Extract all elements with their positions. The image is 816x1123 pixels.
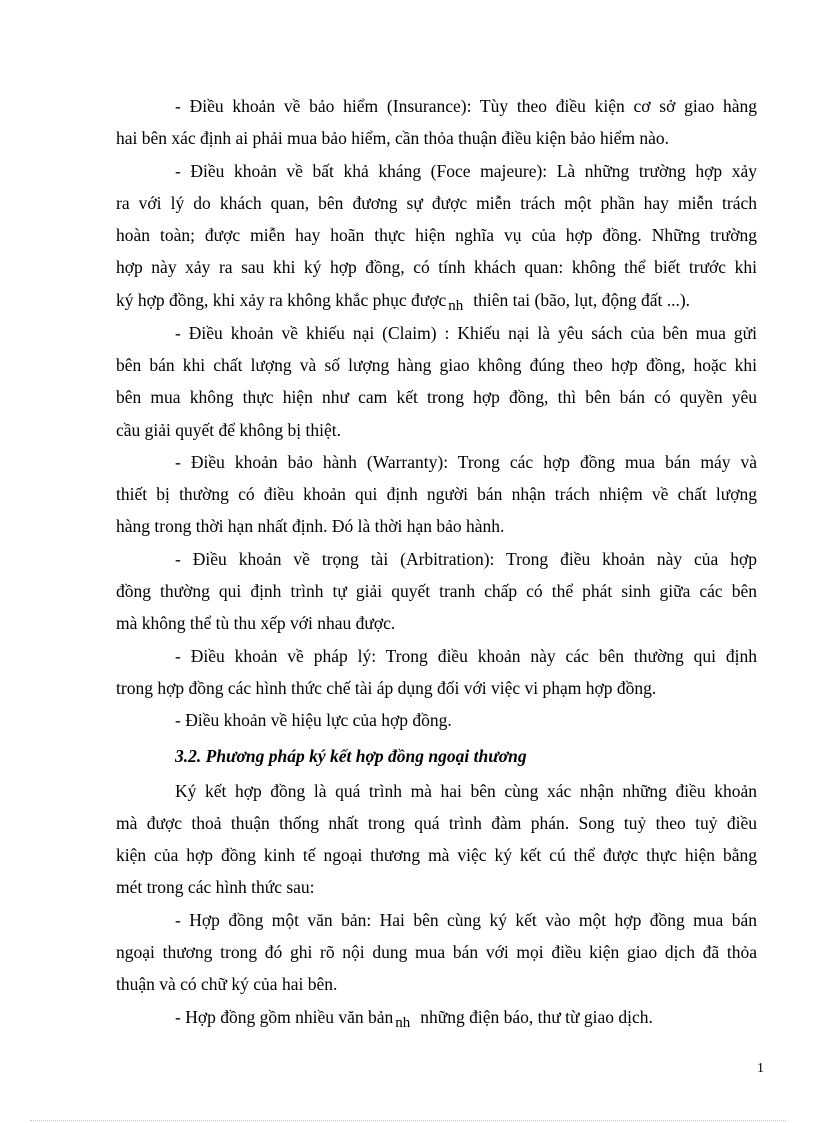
paragraph-line: đồng thường qui định trình tự giải quyết tranh chấp có thể phát sinh giữa các bên bbox=[116, 581, 757, 601]
paragraph-line: - Điều khoản về trọng tài (Arbitration): Trong điều khoản này của hợp bbox=[175, 549, 757, 569]
subscript-fragment: nh bbox=[448, 298, 464, 314]
paragraph-line: cầu giải quyết để không bị thiệt. bbox=[116, 420, 342, 440]
paragraph-line: ra với lý do khách quan, bên đương sự được miễn trách một phần hay miễn trách bbox=[116, 193, 757, 213]
paragraph-line: kiện của hợp đồng kinh tế ngoại thương mà việc ký kết cú thể được thực hiện bằng bbox=[116, 845, 757, 865]
paragraph-line: - Điều khoản về hiệu lực của hợp đồng. bbox=[175, 710, 452, 730]
paragraph-line: thuận và có chữ ký của hai bên. bbox=[116, 974, 338, 994]
paragraph-line: - Điều khoản về bất khả kháng (Foce majeure): Là những trường hợp xảy bbox=[175, 161, 757, 181]
line-fragment: thiên tai (bão, lụt, động đất ...). bbox=[473, 290, 691, 310]
paragraph-line bbox=[116, 289, 757, 313]
paragraph-line: - Điều khoản về pháp lý: Trong điều khoản này các bên thường qui định bbox=[175, 646, 757, 666]
paragraph-line: Ký kết hợp đồng là quá trình mà hai bên cùng xác nhận những điều khoản bbox=[175, 781, 757, 801]
paragraph-line: - Điều khoản bảo hành (Warranty): Trong các hợp đồng mua bán máy và bbox=[175, 452, 757, 472]
page-bottom-divider bbox=[30, 1120, 786, 1121]
subscript-fragment: nh bbox=[395, 1015, 411, 1031]
paragraph-line: mét trong các hình thức sau: bbox=[116, 877, 315, 897]
paragraph-line: bên mua không thực hiện như cam kết trong hợp đồng, thì bên bán có quyền yêu bbox=[116, 387, 757, 407]
paragraph-line: - Điều khoản về khiếu nại (Claim) : Khiếu nại là yêu sách của bên mua gửi bbox=[175, 323, 757, 343]
paragraph-line: - Điều khoản về bảo hiểm (Insurance): Tùy theo điều kiện cơ sở giao hàng bbox=[175, 96, 757, 116]
page-number: 1 bbox=[757, 1061, 764, 1076]
paragraph-line bbox=[175, 1006, 757, 1030]
paragraph-line: ngoại thương trong đó ghi rõ nội dung mua bán với mọi điều kiện giao dịch đã thỏa bbox=[116, 942, 757, 962]
line-fragment: - Hợp đồng gồm nhiều văn bản bbox=[175, 1007, 394, 1027]
line-fragment: ký hợp đồng, khi xảy ra không khắc phục được bbox=[116, 290, 447, 310]
paragraph-line: trong hợp đồng các hình thức chế tài áp dụng đối với việc vi phạm hợp đồng. bbox=[116, 678, 657, 698]
paragraph-line: mà không thể tù thu xếp với nhau được. bbox=[116, 613, 396, 633]
line-fragment: những điện báo, thư từ giao dịch. bbox=[420, 1007, 653, 1027]
paragraph-line: hợp này xảy ra sau khi ký hợp đồng, có tính khách quan: không thể biết trước khi bbox=[116, 257, 757, 277]
paragraph-line: bên bán khi chất lượng và số lượng hàng giao không đúng theo hợp đồng, hoặc khi bbox=[116, 355, 757, 375]
paragraph-line: hoàn toàn; được miễn hay hoãn thực hiện nghĩa vụ của hợp đồng. Những trường bbox=[116, 225, 757, 245]
paragraph-line: - Hợp đồng một văn bản: Hai bên cùng ký kết vào một hợp đồng mua bán bbox=[175, 910, 757, 930]
paragraph-line: mà được thoả thuận thống nhất trong quá trình đàm phán. Song tuỷ theo tuỷ điều bbox=[116, 813, 757, 833]
paragraph-line: thiết bị thường có điều khoản qui định người bán nhận trách nhiệm về chất lượng bbox=[116, 484, 757, 504]
paragraph-line: hai bên xác định ai phải mua bảo hiểm, cần thỏa thuận điều kiện bảo hiểm nào. bbox=[116, 128, 670, 148]
section-heading: 3.2. Phương pháp ký kết hợp đồng ngoại thương bbox=[175, 746, 527, 766]
paragraph-line: hàng trong thời hạn nhất định. Đó là thời hạn bảo hành. bbox=[116, 516, 505, 536]
